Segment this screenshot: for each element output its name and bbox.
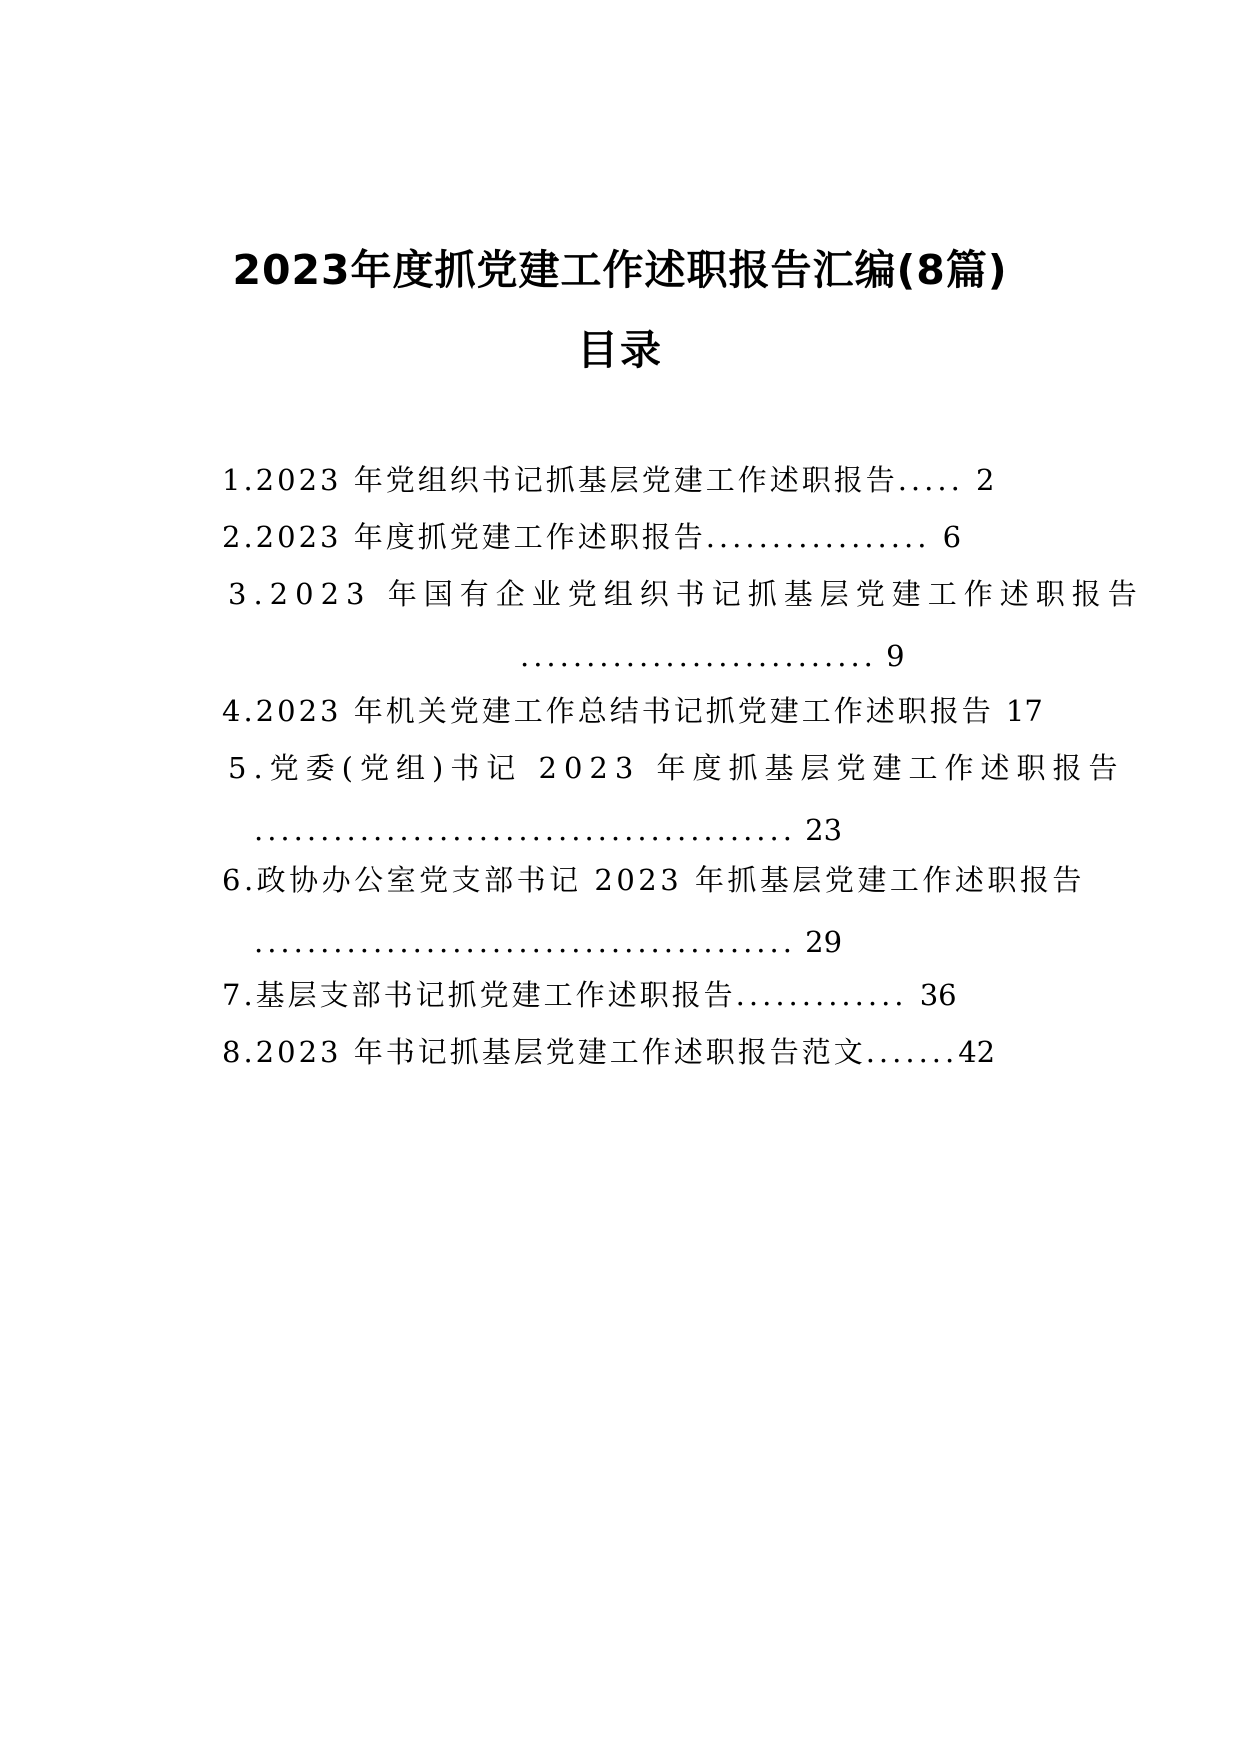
toc-entry-7[interactable] xyxy=(222,975,957,1015)
toc-entry-1[interactable] xyxy=(222,460,994,500)
toc-entry-6-leader: ......................................... xyxy=(254,925,796,959)
toc-entry-3-continuation[interactable] xyxy=(520,636,905,676)
toc-entry-5-leader: ......................................... xyxy=(254,813,796,847)
toc-entry-6[interactable] xyxy=(222,860,1085,900)
toc-entry-4[interactable] xyxy=(222,691,1043,731)
toc-entry-1-page: 2 xyxy=(976,463,995,497)
toc-entry-2-page: 6 xyxy=(942,520,962,554)
toc-entry-8-page: 42 xyxy=(958,1035,996,1069)
toc-entry-6-continuation[interactable] xyxy=(254,922,842,962)
document-title: 2023年度抓党建工作述职报告汇编(8篇) xyxy=(232,246,1008,294)
toc-entry-8-leader: ....... xyxy=(865,1035,959,1069)
toc-entry-1-leader: ..... xyxy=(897,463,964,497)
toc-entry-7-title: 7.基层支部书记抓党建工作述职报告 xyxy=(222,978,736,1012)
toc-entry-6-page: 29 xyxy=(805,925,843,959)
toc-entry-7-page: 36 xyxy=(919,978,957,1012)
toc-heading: 目录 xyxy=(577,326,663,374)
toc-entry-1-title: 1.2023 年党组织书记抓基层党建工作述职报告 xyxy=(222,463,898,497)
toc-entry-3-page: 9 xyxy=(886,639,905,673)
toc-entry-2-leader: ................. xyxy=(705,520,931,554)
toc-entry-5[interactable] xyxy=(228,748,1125,788)
toc-entry-2-title: 2.2023 年度抓党建工作述职报告 xyxy=(222,520,706,554)
toc-entry-5-title: 5.党委(党组)书记 2023 年度抓基层党建工作述职报告 xyxy=(228,751,1125,785)
toc-entry-5-page: 23 xyxy=(805,813,843,847)
toc-entry-3[interactable] xyxy=(228,574,1144,614)
toc-entry-8[interactable] xyxy=(222,1032,995,1072)
toc-entry-6-title: 6.政协办公室党支部书记 2023 年抓基层党建工作述职报告 xyxy=(222,863,1085,897)
toc-entry-4-page: 17 xyxy=(1005,694,1043,728)
toc-entry-3-leader: ........................... xyxy=(520,639,877,673)
toc-entry-8-title: 8.2023 年书记抓基层党建工作述职报告范文 xyxy=(222,1035,866,1069)
toc-entry-2[interactable] xyxy=(222,517,961,557)
toc-entry-7-leader: ............. xyxy=(735,978,908,1012)
toc-entry-5-continuation[interactable] xyxy=(254,810,842,850)
toc-entry-4-title: 4.2023 年机关党建工作总结书记抓党建工作述职报告 xyxy=(222,694,994,728)
toc-entry-3-title: 3.2023 年国有企业党组织书记抓基层党建工作述职报告 xyxy=(228,577,1144,611)
